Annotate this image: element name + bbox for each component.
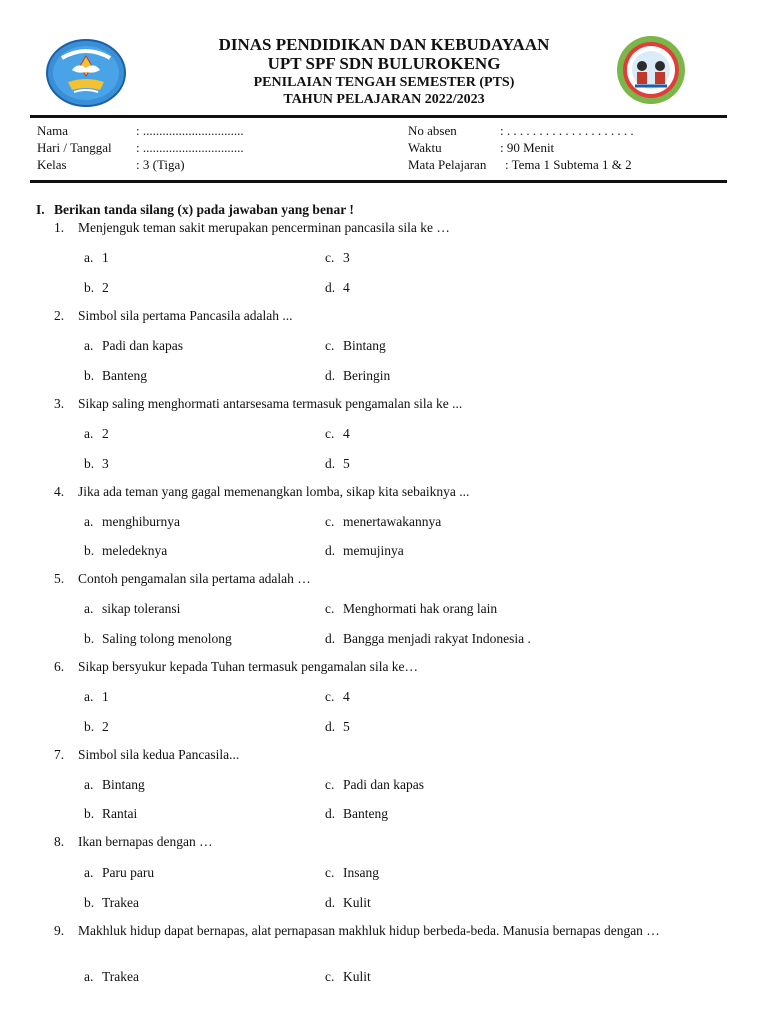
- question-text: Jika ada teman yang gagal memenangkan lomba, sikap kita sebaiknya ...: [78, 484, 470, 499]
- option-text: 5: [343, 456, 350, 471]
- no-absen-field[interactable]: : . . . . . . . . . . . . . . . . . . . .: [500, 123, 634, 138]
- header-school: UPT SPF SDN BULUROKENG: [267, 54, 501, 73]
- option-text: 3: [102, 456, 109, 471]
- question-text: Sikap bersyukur kepada Tuhan termasuk pengamalan sila ke…: [78, 659, 419, 674]
- q4-option-a[interactable]: [84, 514, 180, 530]
- kelas-label: Kelas: [37, 157, 67, 172]
- option-text: Kulit: [343, 969, 371, 984]
- waktu-label: Waktu: [408, 140, 442, 155]
- q7-option-d[interactable]: [325, 806, 388, 822]
- question-number: 9.: [54, 923, 65, 938]
- question-6: [54, 659, 418, 675]
- option-text: 4: [343, 426, 350, 441]
- option-letter: b.: [84, 719, 95, 734]
- q5-option-c[interactable]: [325, 601, 497, 617]
- q5-option-b[interactable]: [84, 631, 232, 647]
- q4-option-d[interactable]: [325, 543, 404, 559]
- option-text: Paru paru: [102, 865, 155, 880]
- q3-option-a[interactable]: [84, 426, 109, 442]
- option-letter: a.: [84, 426, 94, 441]
- header-agency: DINAS PENDIDIKAN DAN KEBUDAYAAN: [218, 35, 550, 54]
- question-text: Makhluk hidup dapat bernapas, alat pernapasan makhluk hidup berbeda-beda. Manusia bernapas dengan …: [78, 923, 660, 938]
- option-letter: c.: [325, 689, 335, 704]
- option-letter: d.: [325, 631, 336, 646]
- option-text: 4: [343, 689, 350, 704]
- option-text: 1: [102, 689, 109, 704]
- option-letter: a.: [84, 969, 94, 984]
- q8-option-c[interactable]: [325, 865, 379, 881]
- option-letter: d.: [325, 280, 336, 295]
- option-letter: b.: [84, 368, 95, 383]
- option-letter: a.: [84, 777, 94, 792]
- option-letter: d.: [325, 719, 336, 734]
- option-letter: b.: [84, 456, 95, 471]
- question-text: Ikan bernapas dengan …: [78, 834, 213, 849]
- option-letter: d.: [325, 456, 336, 471]
- q8-option-d[interactable]: [325, 895, 371, 911]
- option-text: Rantai: [102, 806, 138, 821]
- question-text: Sikap saling menghormati antarsesama termasuk pengamalan sila ke ...: [78, 396, 463, 411]
- q2-option-c[interactable]: [325, 338, 386, 354]
- option-letter: c.: [325, 250, 335, 265]
- option-text: 2: [102, 280, 109, 295]
- q4-option-b[interactable]: [84, 543, 167, 559]
- q6-option-a[interactable]: [84, 689, 109, 705]
- option-letter: d.: [325, 895, 336, 910]
- question-text: Menjenguk teman sakit merupakan pencerminan pancasila sila ke …: [78, 220, 450, 235]
- option-text: Bangga menjadi rakyat Indonesia .: [343, 631, 531, 646]
- option-text: 4: [343, 280, 350, 295]
- option-text: Banteng: [102, 368, 147, 383]
- nama-label: Nama: [37, 123, 69, 138]
- mata-pelajaran-label: Mata Pelajaran: [408, 157, 487, 172]
- option-letter: b.: [84, 631, 95, 646]
- option-text: Padi dan kapas: [102, 338, 183, 353]
- header-year: TAHUN PELAJARAN 2022/2023: [283, 92, 485, 107]
- option-text: menertawakannya: [343, 514, 442, 529]
- q6-option-b[interactable]: [84, 719, 109, 735]
- option-text: 2: [102, 719, 109, 734]
- option-text: Insang: [343, 865, 379, 880]
- option-text: Beringin: [343, 368, 391, 383]
- option-text: 1: [102, 250, 109, 265]
- q4-option-c[interactable]: [325, 514, 441, 530]
- q5-option-a[interactable]: [84, 601, 180, 617]
- hari-tanggal-field[interactable]: : ...............................: [136, 140, 244, 155]
- option-letter: c.: [325, 601, 335, 616]
- section-title: [36, 202, 354, 218]
- question-number: 5.: [54, 571, 65, 586]
- q6-option-c[interactable]: [325, 689, 350, 705]
- question-number: 2.: [54, 308, 65, 323]
- option-letter: d.: [325, 806, 336, 821]
- question-3: [54, 396, 462, 412]
- option-letter: b.: [84, 280, 95, 295]
- q1-option-c[interactable]: [325, 250, 350, 266]
- mata-pelajaran-value: : Tema 1 Subtema 1 & 2: [505, 157, 632, 172]
- option-letter: b.: [84, 543, 95, 558]
- option-text: 2: [102, 426, 109, 441]
- q8-option-a[interactable]: [84, 865, 154, 881]
- option-text: Bintang: [102, 777, 145, 792]
- question-8: [54, 834, 213, 850]
- option-text: Trakea: [102, 895, 139, 910]
- question-number: 7.: [54, 747, 65, 762]
- q8-option-b[interactable]: [84, 895, 139, 911]
- option-letter: b.: [84, 806, 95, 821]
- option-letter: c.: [325, 865, 335, 880]
- q2-option-b[interactable]: [84, 368, 147, 384]
- option-letter: a.: [84, 514, 94, 529]
- info-divider: [30, 180, 727, 183]
- option-letter: b.: [84, 895, 95, 910]
- option-text: menghiburnya: [102, 514, 180, 529]
- question-text: Simbol sila kedua Pancasila...: [78, 747, 240, 762]
- option-text: Padi dan kapas: [343, 777, 424, 792]
- kelas-value: : 3 (Tiga): [136, 157, 185, 172]
- question-7: [54, 747, 239, 763]
- option-letter: c.: [325, 426, 335, 441]
- option-text: memujinya: [343, 543, 404, 558]
- question-text: Contoh pengamalan sila pertama adalah …: [78, 571, 311, 586]
- section-instruction: Berikan tanda silang (x) pada jawaban yang benar !: [54, 202, 354, 217]
- q5-option-d[interactable]: [325, 631, 531, 647]
- q9-option-c[interactable]: [325, 969, 371, 985]
- q7-option-b[interactable]: [84, 806, 137, 822]
- q6-option-d[interactable]: [325, 719, 350, 735]
- hari-tanggal-label: Hari / Tanggal: [37, 140, 112, 155]
- option-letter: a.: [84, 338, 94, 353]
- option-text: sikap toleransi: [102, 601, 181, 616]
- header-exam: PENILAIAN TENGAH SEMESTER (PTS): [253, 75, 515, 90]
- option-letter: a.: [84, 601, 94, 616]
- q2-option-a[interactable]: [84, 338, 183, 354]
- option-text: Trakea: [102, 969, 139, 984]
- option-letter: c.: [325, 338, 335, 353]
- question-text: Simbol sila pertama Pancasila adalah ...: [78, 308, 293, 323]
- option-text: Menghormati hak orang lain: [343, 601, 498, 616]
- option-letter: a.: [84, 865, 94, 880]
- q1-option-a[interactable]: [84, 250, 109, 266]
- q1-option-d[interactable]: [325, 280, 350, 296]
- q2-option-d[interactable]: [325, 368, 390, 384]
- q3-option-d[interactable]: [325, 456, 350, 472]
- nama-field[interactable]: : ...............................: [136, 123, 244, 138]
- option-text: meledeknya: [102, 543, 168, 558]
- question-number: 6.: [54, 659, 65, 674]
- option-letter: c.: [325, 969, 335, 984]
- option-letter: a.: [84, 250, 94, 265]
- no-absen-label: No absen: [408, 123, 457, 138]
- option-text: 3: [343, 250, 350, 265]
- option-letter: d.: [325, 368, 336, 383]
- option-letter: c.: [325, 777, 335, 792]
- question-4: [54, 484, 469, 500]
- q7-option-a[interactable]: [84, 777, 145, 793]
- question-number: 4.: [54, 484, 65, 499]
- question-9: [54, 922, 729, 940]
- question-2: [54, 308, 292, 324]
- option-text: 5: [343, 719, 350, 734]
- question-number: 3.: [54, 396, 65, 411]
- q9-option-a[interactable]: [84, 969, 139, 985]
- option-letter: d.: [325, 543, 336, 558]
- q3-option-c[interactable]: [325, 426, 350, 442]
- waktu-value: : 90 Menit: [500, 140, 555, 155]
- header-divider: [30, 115, 727, 118]
- q1-option-b[interactable]: [84, 280, 109, 296]
- q7-option-c[interactable]: [325, 777, 424, 793]
- option-letter: a.: [84, 689, 94, 704]
- question-number: 1.: [54, 220, 65, 235]
- question-number: 8.: [54, 834, 65, 849]
- question-1: [54, 220, 450, 236]
- q3-option-b[interactable]: [84, 456, 109, 472]
- option-text: Bintang: [343, 338, 386, 353]
- option-letter: c.: [325, 514, 335, 529]
- option-text: Banteng: [343, 806, 388, 821]
- option-text: Kulit: [343, 895, 371, 910]
- option-text: Saling tolong menolong: [102, 631, 232, 646]
- section-number: I.: [36, 202, 45, 217]
- question-5: [54, 571, 311, 587]
